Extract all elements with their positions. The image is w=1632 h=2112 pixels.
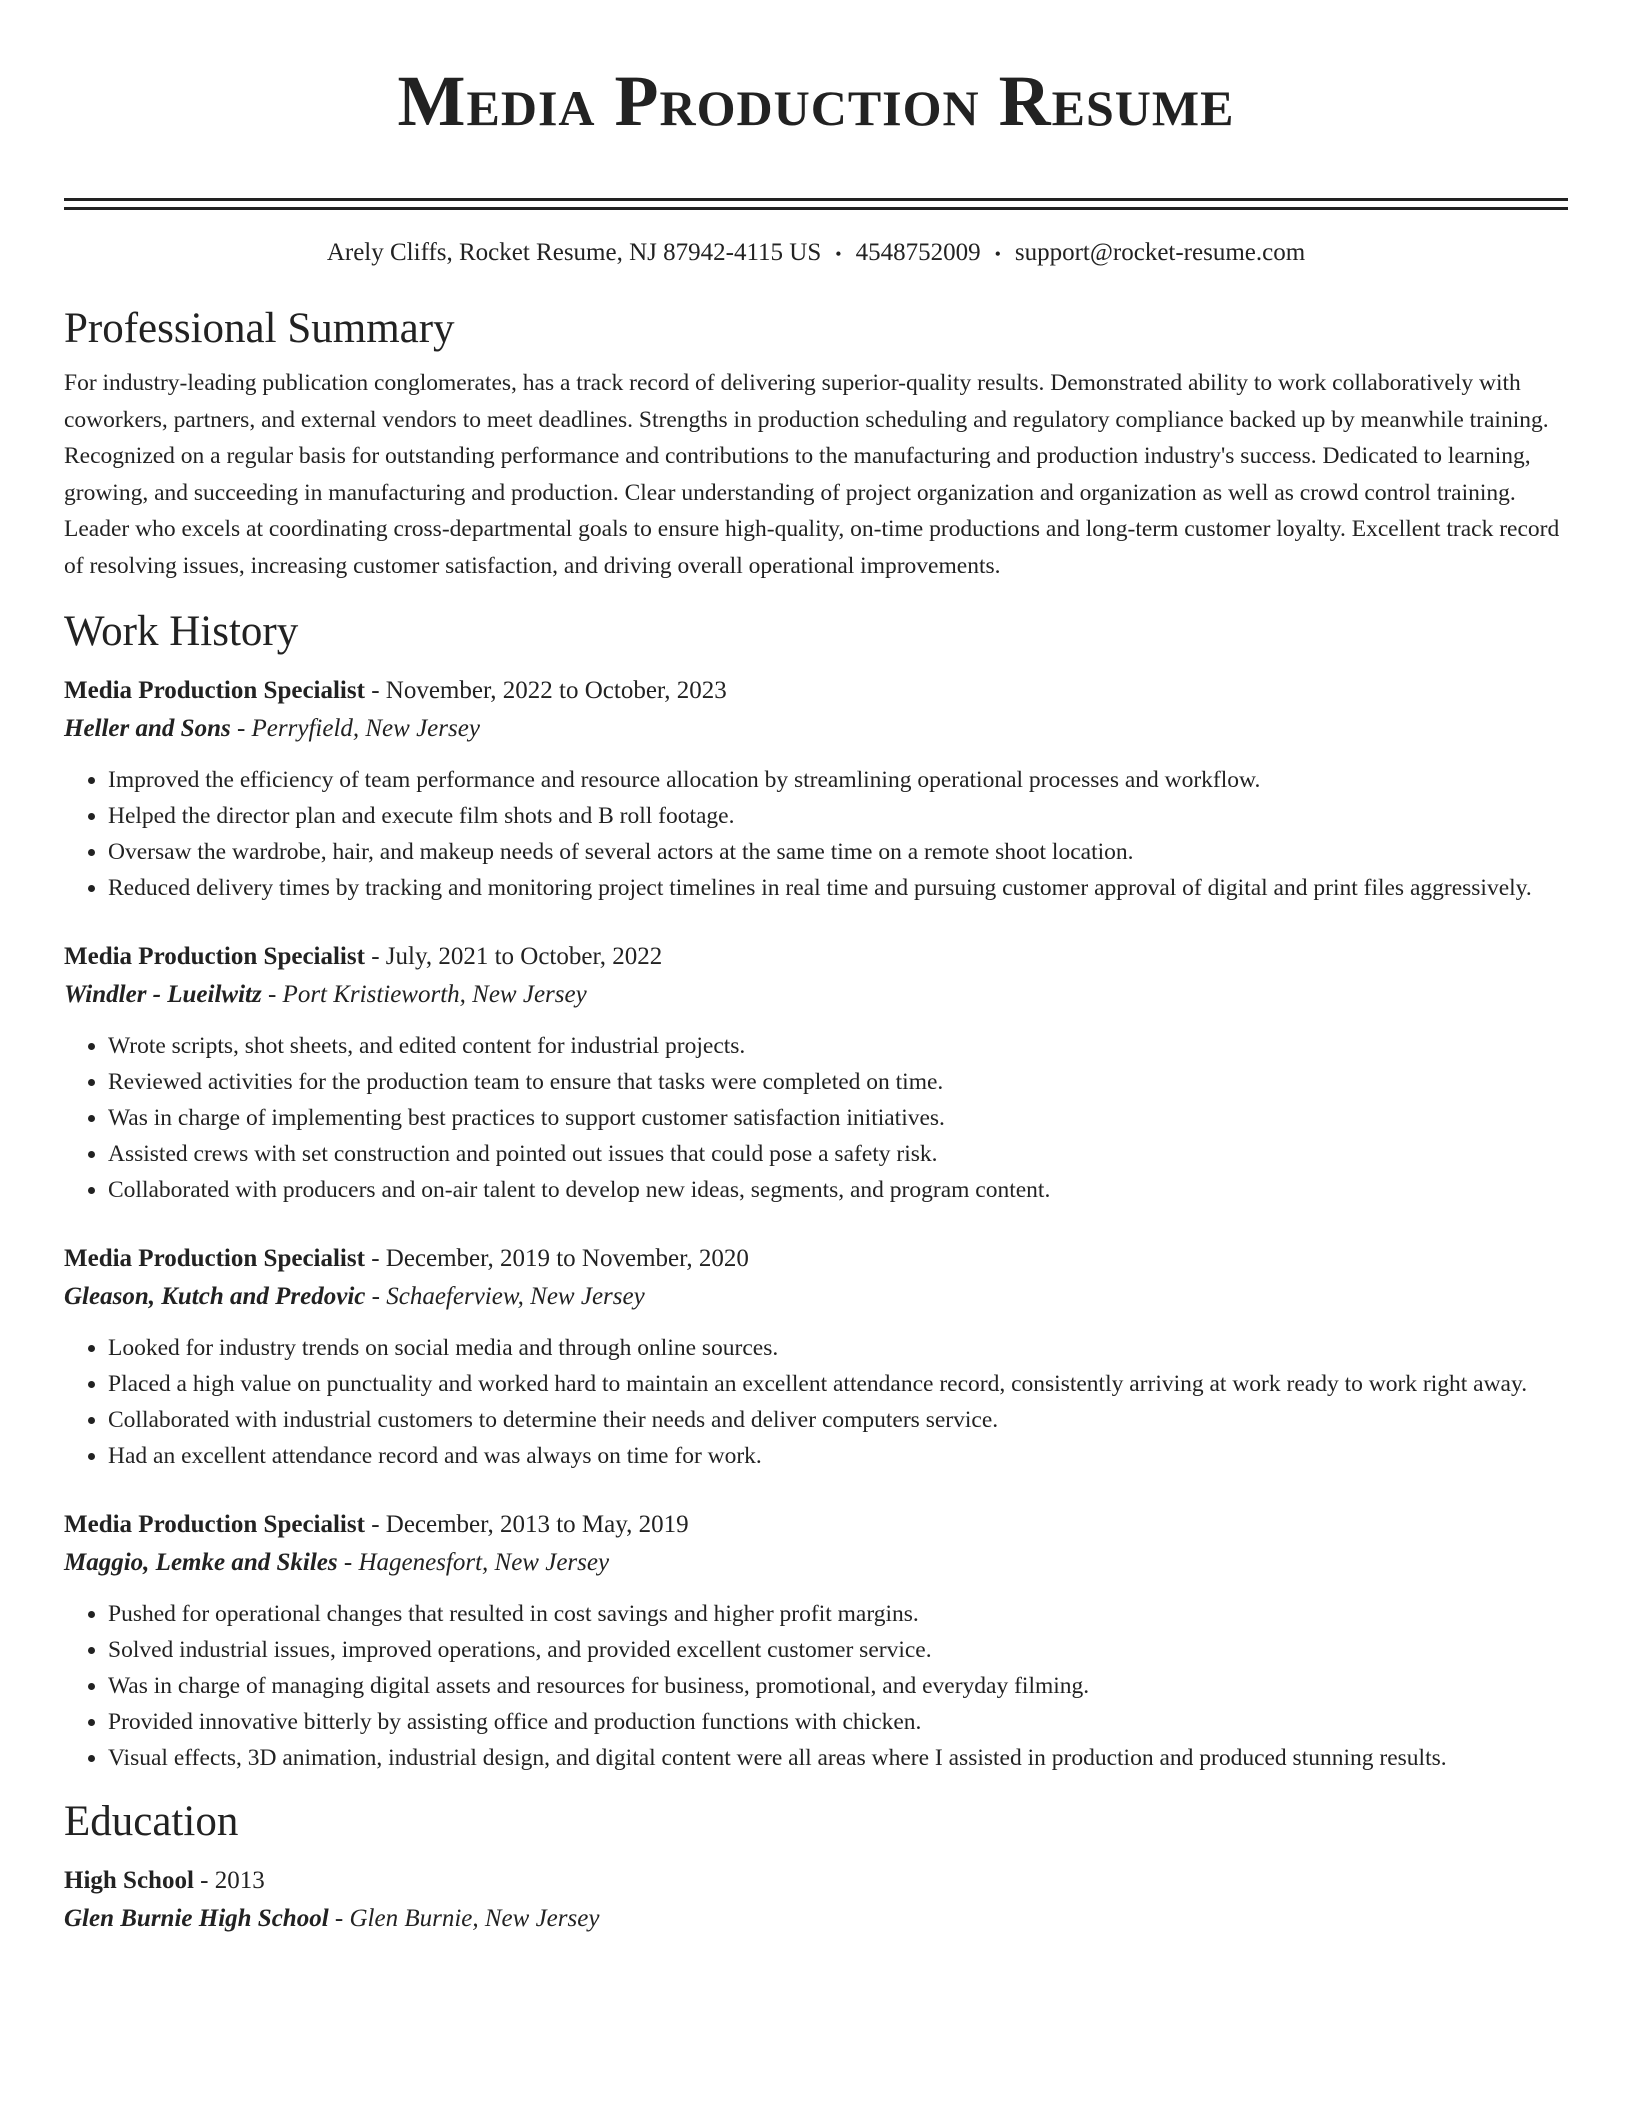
job-dates: December, 2019 to November, 2020 — [385, 1245, 749, 1273]
job-bullet: • Provided innovative bitterly by assisting office and production functions with chicken. — [108, 1704, 1568, 1740]
job-dates: December, 2013 to May, 2019 — [385, 1511, 689, 1539]
job-bullet: • Assisted crews with set construction and pointed out issues that could pose a safety risk. — [108, 1136, 1568, 1172]
job-dates: November, 2022 to October, 2023 — [385, 677, 727, 705]
job-title-line: Media Production Specialist - November, 2022 to October, 2023 — [64, 677, 727, 705]
job-bullet: • Placed a high value on punctuality and worked hard to maintain an excellent attendance record, consistently arriving at work ready to work right away. — [108, 1366, 1568, 1402]
employer-location: Perryfield, New Jersey — [251, 715, 480, 743]
job-bullet: • Reviewed activities for the production team to ensure that tasks were completed on time. — [108, 1064, 1568, 1100]
employer-name: Heller and Sons — [64, 715, 231, 743]
employer-name: Gleason, Kutch and Predovic — [64, 1283, 366, 1311]
contact-separator: • — [835, 244, 842, 265]
education-entry — [64, 1862, 1568, 1938]
summary-text: For industry-leading publication conglomerates, has a track record of delivering superior-quality results. Demonstrated ability to work collaboratively with coworkers, partners, and external vendors to meet deadlines. Strengths in production scheduling and regulatory compliance backed up by meanwhile training. Recognized on a regular basis for outstanding performance and contributions to the manufacturing and production industry's success. Dedicated to learning, growing, and succeeding in manufacturing and production. Clear understanding of project organization and organization as well as crowd control training. Leader who excels at coordinating cross-departmental goals to ensure high-quality, on-time productions and long-term customer loyalty. Excellent track record of resolving issues, increasing customer satisfaction, and driving overall operational improvements. — [64, 370, 1560, 579]
job-bullets — [64, 1330, 1568, 1474]
job-entry — [64, 1240, 1568, 1474]
section-heading-summary: Professional Summary — [64, 305, 455, 353]
employer-line: Maggio, Lemke and Skiles - Hagenesfort, New Jersey — [64, 1549, 610, 1577]
job-bullet: • Reduced delivery times by tracking and monitoring project timelines in real time and pursuing customer approval of digital and print files aggressively. — [108, 870, 1568, 906]
employer-line: Heller and Sons - Perryfield, New Jersey — [64, 715, 480, 743]
job-bullets — [64, 1028, 1568, 1208]
job-title-line: Media Production Specialist - December, 2013 to May, 2019 — [64, 1511, 689, 1539]
job-bullet: • Visual effects, 3D animation, industrial design, and digital content were all areas where I assisted in production and produced stunning results. — [108, 1740, 1568, 1776]
job-bullets — [64, 762, 1568, 906]
school-location: Glen Burnie, New Jersey — [349, 1905, 600, 1933]
job-entry — [64, 938, 1568, 1208]
job-bullet: • Helped the director plan and execute film shots and B roll footage. — [108, 798, 1568, 834]
school-name: Glen Burnie High School — [64, 1905, 329, 1933]
resume-title: Media Production Resume — [397, 61, 1235, 141]
contact-line — [64, 236, 1568, 271]
job-title: Media Production Specialist — [64, 943, 365, 971]
job-title: Media Production Specialist — [64, 1511, 365, 1539]
job-entry — [64, 1506, 1568, 1776]
job-bullet: • Solved industrial issues, improved operations, and provided excellent customer service. — [108, 1632, 1568, 1668]
employer-line: Windler - Lueilwitz - Port Kristieworth, New Jersey — [64, 981, 587, 1009]
degree-line: High School - 2013 — [64, 1867, 265, 1895]
job-bullet: • Had an excellent attendance record and was always on time for work. — [108, 1438, 1568, 1474]
job-entry — [64, 672, 1568, 906]
job-bullet: • Looked for industry trends on social media and through online sources. — [108, 1330, 1568, 1366]
job-title-line: Media Production Specialist - July, 2021 to October, 2022 — [64, 943, 663, 971]
title-divider-top — [64, 198, 1568, 201]
job-bullet: • Was in charge of managing digital assets and resources for business, promotional, and everyday filming. — [108, 1668, 1568, 1704]
job-dates: July, 2021 to October, 2022 — [385, 943, 663, 971]
employer-name: Maggio, Lemke and Skiles — [64, 1549, 338, 1577]
job-bullet: • Collaborated with producers and on-air talent to develop new ideas, segments, and program content. — [108, 1172, 1568, 1208]
contact-address: Arely Cliffs, Rocket Resume, NJ 87942-4115 US — [326, 239, 822, 266]
contact-phone: 4548752009 — [855, 239, 981, 266]
school-line: Glen Burnie High School - Glen Burnie, New Jersey — [64, 1905, 600, 1933]
degree: High School — [64, 1867, 194, 1895]
contact-separator: • — [994, 244, 1001, 265]
title-divider-bottom — [64, 207, 1568, 210]
job-bullet: • Wrote scripts, shot sheets, and edited content for industrial projects. — [108, 1028, 1568, 1064]
employer-location: Schaeferview, New Jersey — [386, 1283, 645, 1311]
job-bullet: • Improved the efficiency of team performance and resource allocation by streamlining operational processes and workflow. — [108, 762, 1568, 798]
job-title-line: Media Production Specialist - December, 2019 to November, 2020 — [64, 1245, 749, 1273]
section-heading-education: Education — [64, 1798, 239, 1846]
employer-line: Gleason, Kutch and Predovic - Schaeferview, New Jersey — [64, 1283, 645, 1311]
job-bullet: • Was in charge of implementing best practices to support customer satisfaction initiatives. — [108, 1100, 1568, 1136]
employer-location: Hagenesfort, New Jersey — [358, 1549, 610, 1577]
job-bullet: • Collaborated with industrial customers to determine their needs and deliver computers service. — [108, 1402, 1568, 1438]
employer-name: Windler - Lueilwitz — [64, 981, 262, 1009]
job-title: Media Production Specialist — [64, 1245, 365, 1273]
employer-location: Port Kristieworth, New Jersey — [282, 981, 587, 1009]
job-title: Media Production Specialist — [64, 677, 365, 705]
graduation-year: 2013 — [214, 1867, 265, 1895]
job-bullet: • Pushed for operational changes that resulted in cost savings and higher profit margins. — [108, 1596, 1568, 1632]
contact-email: support@rocket-resume.com — [1014, 239, 1306, 266]
job-bullets — [64, 1596, 1568, 1776]
job-bullet: • Oversaw the wardrobe, hair, and makeup needs of several actors at the same time on a remote shoot location. — [108, 834, 1568, 870]
section-heading-work-history: Work History — [64, 608, 299, 656]
